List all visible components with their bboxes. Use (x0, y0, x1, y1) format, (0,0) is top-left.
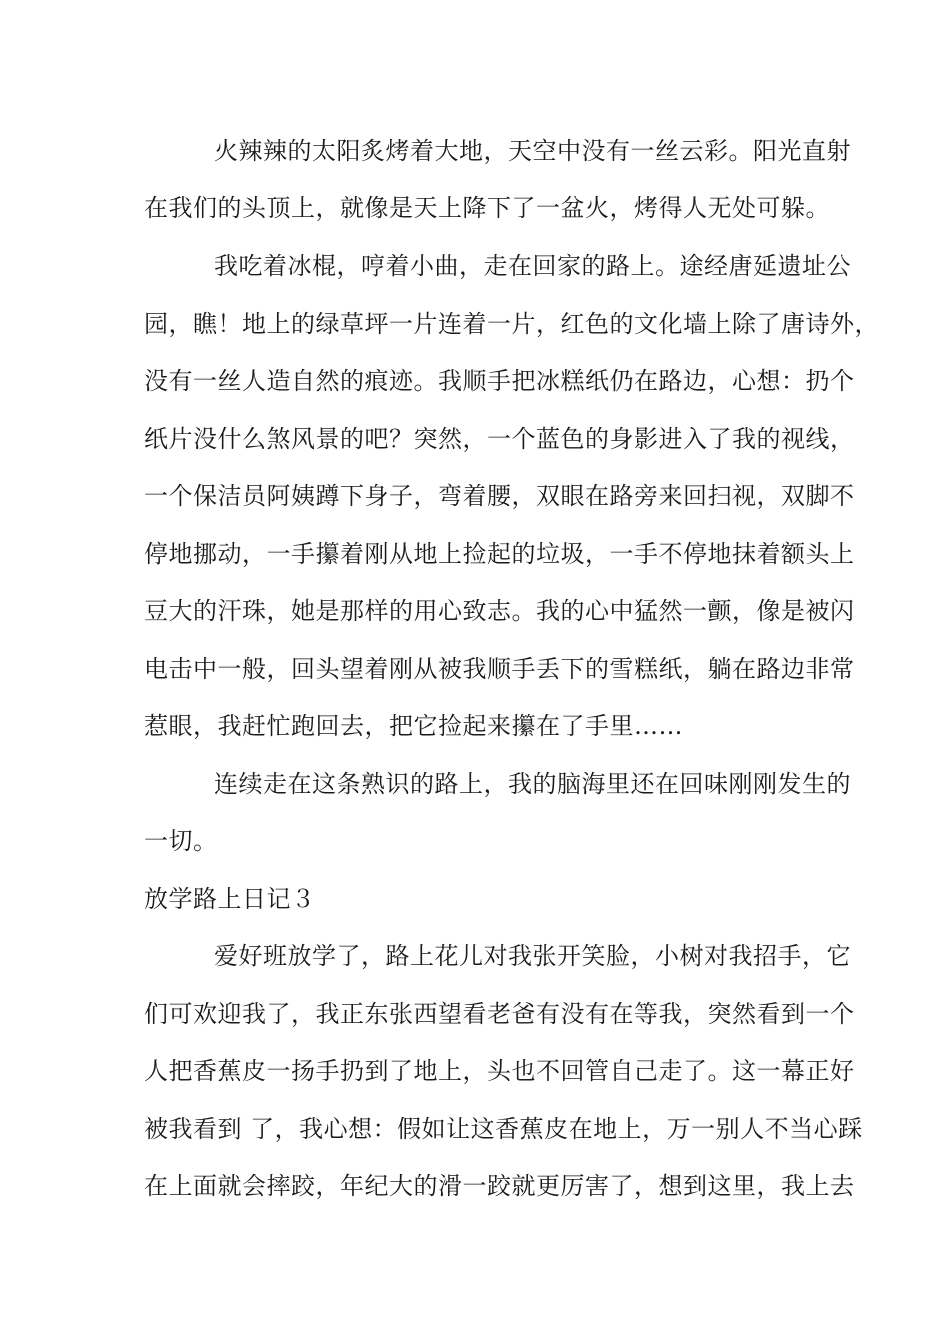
paragraph-2-line-7: 豆大的汗珠，她是那样的用心致志。我的心中猛然一颤，像是被闪 (144, 597, 855, 625)
paragraph-3-line-2: 一切。 (144, 827, 218, 855)
paragraph-4-line-5: 在上面就会摔跤，年纪大的滑一跤就更厉害了，想到这里，我上去 (144, 1172, 855, 1200)
paragraph-2-line-8: 电击中一般，回头望着刚从被我顺手丢下的雪糕纸，躺在路边非常 (144, 655, 855, 683)
paragraph-1-line-1: 火辣辣的太阳炙烤着大地，天空中没有一丝云彩。阳光直射 (214, 137, 851, 165)
paragraph-2-line-3: 没有一丝人造自然的痕迹。我顺手把冰糕纸仍在路边，心想：扔个 (144, 367, 855, 395)
paragraph-4-line-3: 人把香蕉皮一扬手扔到了地上，头也不回管自己走了。这一幕正好 (144, 1057, 855, 1085)
paragraph-2-line-2: 园，瞧！地上的绿草坪一片连着一片，红色的文化墙上除了唐诗外， (144, 310, 879, 338)
paragraph-2-line-4: 纸片没什么煞风景的吧？突然，一个蓝色的身影进入了我的视线， (144, 425, 855, 453)
paragraph-1-line-2: 在我们的头顶上，就像是天上降下了一盆火，烤得人无处可躲。 (144, 194, 830, 222)
section-heading: 放学路上日记３ (144, 885, 316, 913)
paragraph-4-line-1: 爱好班放学了，路上花儿对我张开笑脸，小树对我招手，它 (214, 942, 851, 970)
paragraph-2-line-5: 一个保洁员阿姨蹲下身子，弯着腰，双眼在路旁来回扫视，双脚不 (144, 482, 855, 510)
paragraph-2-line-1: 我吃着冰棍，哼着小曲，走在回家的路上。途经唐延遗址公 (214, 252, 851, 280)
paragraph-2-line-9: 惹眼，我赶忙跑回去，把它捡起来攥在了手里…… (144, 712, 683, 740)
paragraph-2-line-6: 停地挪动，一手攥着刚从地上捡起的垃圾，一手不停地抹着额头上 (144, 540, 855, 568)
paragraph-3-line-1: 连续走在这条熟识的路上，我的脑海里还在回味刚刚发生的 (214, 770, 851, 798)
paragraph-4-line-4: 被我看到 了，我心想：假如让这香蕉皮在地上，万一别人不当心踩 (144, 1115, 863, 1143)
paragraph-4-line-2: 们可欢迎我了，我正东张西望看老爸有没有在等我，突然看到一个 (144, 1000, 855, 1028)
